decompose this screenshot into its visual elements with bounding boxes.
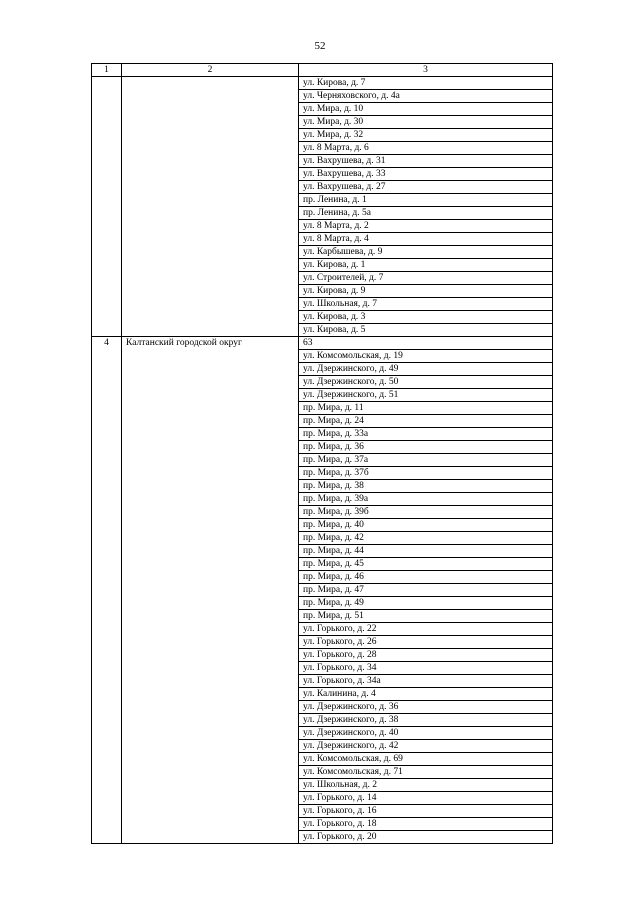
address-cell: пр. Мира, д. 37б xyxy=(299,467,553,480)
address-cell: ул. Калинина, д. 4 xyxy=(299,688,553,701)
address-cell: пр. Мира, д. 51 xyxy=(299,610,553,623)
address-cell: пр. Мира, д. 47 xyxy=(299,584,553,597)
address-cell: ул. Вахрушева, д. 33 xyxy=(299,168,553,181)
address-cell: ул. Мира, д. 10 xyxy=(299,103,553,116)
address-cell: пр. Мира, д. 49 xyxy=(299,597,553,610)
address-table xyxy=(91,63,553,844)
address-cell: пр. Мира, д. 37а xyxy=(299,454,553,467)
address-cell: ул. 8 Марта, д. 4 xyxy=(299,233,553,246)
address-cell: пр. Мира, д. 11 xyxy=(299,402,553,415)
address-cell: пр. Мира, д. 45 xyxy=(299,558,553,571)
address-cell: ул. Мира, д. 30 xyxy=(299,116,553,129)
address-cell: ул. Школьная, д. 2 xyxy=(299,779,553,792)
address-cell: ул. Мира, д. 32 xyxy=(299,129,553,142)
address-cell: ул. Школьная, д. 7 xyxy=(299,298,553,311)
group-number-cell: 4 xyxy=(92,337,122,844)
address-cell: ул. Дзержинского, д. 38 xyxy=(299,714,553,727)
address-cell: пр. Мира, д. 36 xyxy=(299,441,553,454)
address-cell: ул. Дзержинского, д. 36 xyxy=(299,701,553,714)
address-cell: ул. Горького, д. 20 xyxy=(299,831,553,844)
address-cell: ул. Комсомольская, д. 71 xyxy=(299,766,553,779)
address-cell: пр. Мира, д. 39б xyxy=(299,506,553,519)
address-cell: ул. Кирова, д. 9 xyxy=(299,285,553,298)
page-number: 52 xyxy=(314,40,326,52)
address-cell: пр. Мира, д. 39а xyxy=(299,493,553,506)
municipality-name-cell xyxy=(122,77,299,337)
table-body xyxy=(92,77,553,844)
address-cell: ул. Горького, д. 34а xyxy=(299,675,553,688)
address-cell: ул. Кирова, д. 3 xyxy=(299,311,553,324)
address-cell: ул. Дзержинского, д. 49 xyxy=(299,363,553,376)
address-cell: пр. Мира, д. 38 xyxy=(299,480,553,493)
address-cell: ул. Комсомольская, д. 69 xyxy=(299,753,553,766)
table-row xyxy=(92,337,553,350)
address-cell: ул. Строителей, д. 7 xyxy=(299,272,553,285)
address-cell: ул. Горького, д. 22 xyxy=(299,623,553,636)
address-cell: ул. Горького, д. 26 xyxy=(299,636,553,649)
address-cell: ул. Горького, д. 28 xyxy=(299,649,553,662)
address-cell: ул. 8 Марта, д. 2 xyxy=(299,220,553,233)
address-cell: ул. Карбышева, д. 9 xyxy=(299,246,553,259)
address-cell: пр. Мира, д. 44 xyxy=(299,545,553,558)
column-header-2: 2 xyxy=(122,64,299,77)
address-cell: пр. Мира, д. 33а xyxy=(299,428,553,441)
address-cell: ул. Дзержинского, д. 42 xyxy=(299,740,553,753)
address-cell: ул. Дзержинского, д. 40 xyxy=(299,727,553,740)
municipality-name-cell: Калтанский городской округ xyxy=(122,337,299,844)
column-header-3: 3 xyxy=(299,64,553,77)
address-cell: ул. Комсомольская, д. 19 xyxy=(299,350,553,363)
group-number-cell xyxy=(92,77,122,337)
count-cell: 63 xyxy=(299,337,553,350)
address-cell: ул. Горького, д. 34 xyxy=(299,662,553,675)
address-cell: пр. Ленина, д. 1 xyxy=(299,194,553,207)
table-row xyxy=(92,77,553,90)
address-cell: ул. Дзержинского, д. 51 xyxy=(299,389,553,402)
address-cell: пр. Мира, д. 42 xyxy=(299,532,553,545)
address-cell: ул. Кирова, д. 5 xyxy=(299,324,553,337)
address-cell: пр. Ленина, д. 5а xyxy=(299,207,553,220)
address-cell: ул. 8 Марта, д. 6 xyxy=(299,142,553,155)
address-cell: ул. Дзержинского, д. 50 xyxy=(299,376,553,389)
header-row xyxy=(92,64,553,77)
address-cell: пр. Мира, д. 40 xyxy=(299,519,553,532)
address-cell: пр. Мира, д. 24 xyxy=(299,415,553,428)
address-cell: ул. Горького, д. 16 xyxy=(299,805,553,818)
address-cell: ул. Вахрушева, д. 27 xyxy=(299,181,553,194)
address-cell: ул. Вахрушева, д. 31 xyxy=(299,155,553,168)
column-header-1: 1 xyxy=(92,64,122,77)
address-cell: пр. Мира, д. 46 xyxy=(299,571,553,584)
address-cell: ул. Горького, д. 18 xyxy=(299,818,553,831)
address-cell: ул. Кирова, д. 7 xyxy=(299,77,553,90)
address-cell: ул. Черняховского, д. 4а xyxy=(299,90,553,103)
address-cell: ул. Горького, д. 14 xyxy=(299,792,553,805)
address-cell: ул. Кирова, д. 1 xyxy=(299,259,553,272)
